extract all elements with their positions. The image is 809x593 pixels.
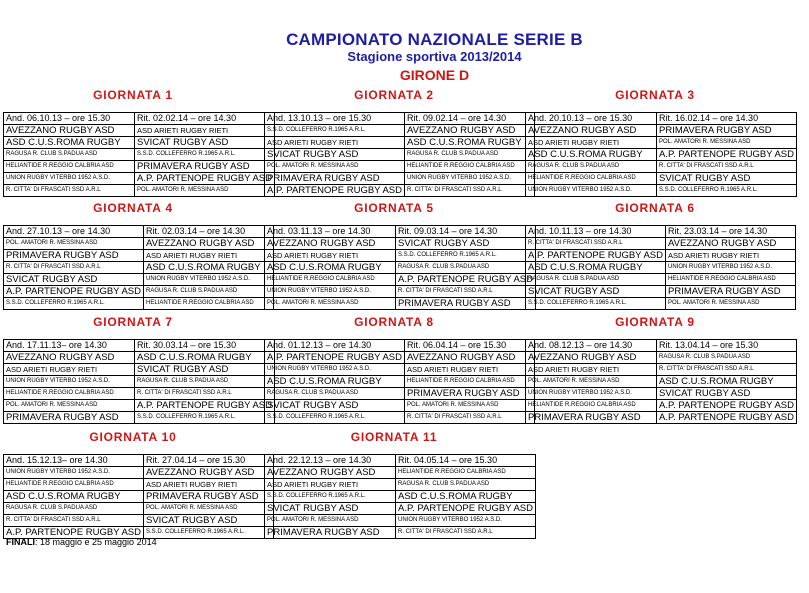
away-team: PRIMAVERA RUGBY ASD — [396, 298, 536, 310]
home-team: S.S.D. COLLEFERRO R.1965 A.R.L. — [265, 491, 396, 503]
andata-date: And. 08.12.13 – ore 14.30 — [526, 340, 657, 352]
date-row — [265, 340, 535, 352]
home-team: R. CITTA' DI FRASCATI SSD A.R.L — [4, 515, 144, 527]
home-team: UNION RUGBY VITERBO 1952 A.S.D. — [4, 173, 135, 185]
home-team: A.P. PARTENOPE RUGBY ASD — [265, 185, 405, 197]
date-row — [265, 226, 536, 238]
match-row — [526, 274, 796, 286]
match-row — [4, 515, 274, 527]
away-team: PRIMAVERA RUGBY ASD — [144, 491, 274, 503]
home-team: ASD ARIETI RUGBY RIETI — [526, 364, 657, 376]
home-team: POL. AMATORI R. MESSINA ASD — [265, 298, 396, 310]
home-team: POL. AMATORI R. MESSINA ASD — [265, 515, 396, 527]
match-row — [4, 286, 274, 298]
away-team: R. CITTA' DI FRASCATI SSD A.R.L — [405, 185, 535, 197]
home-team: HELIANTIDE R.REGGIO CALBRIA ASD — [4, 161, 135, 173]
home-team: ASD C.U.S.ROMA RUGBY — [4, 491, 144, 503]
away-team: HELIANTIDE R.REGGIO CALBRIA ASD — [405, 161, 535, 173]
away-team: POL. AMATORI R. MESSINA ASD — [657, 137, 797, 149]
match-row — [265, 274, 536, 286]
away-team: UNION RUGBY VITERBO 1952 A.S.D. — [666, 262, 796, 274]
giornata-title: GIORNATA 1 — [93, 88, 173, 102]
fixture-table — [525, 225, 796, 310]
match-row — [4, 149, 275, 161]
match-row — [4, 185, 275, 197]
away-team: UNION RUGBY VITERBO 1952 A.S.D. — [396, 515, 536, 527]
home-team: AVEZZANO RUGBY ASD — [4, 352, 135, 364]
away-team: POL. AMATORI R. MESSINA ASD — [135, 185, 275, 197]
away-team: UNION RUGBY VITERBO 1952 A.S.D. — [405, 173, 535, 185]
match-row — [265, 364, 535, 376]
match-row — [526, 400, 797, 412]
match-row — [4, 173, 275, 185]
away-team: HELIANTIDE R.REGGIO CALBRIA ASD — [405, 376, 535, 388]
fixture-table — [3, 225, 274, 310]
fixture-table — [264, 225, 536, 310]
home-team: HELIANTIDE R.REGGIO CALBRIA ASD — [526, 173, 657, 185]
match-row — [265, 185, 535, 197]
home-team: HELIANTIDE R.REGGIO CALBRIA ASD — [4, 388, 135, 400]
match-row — [526, 185, 797, 197]
match-row — [526, 352, 797, 364]
home-team: UNION RUGBY VITERBO 1952 A.S.D. — [4, 467, 144, 479]
away-team: RAGUSA R. CLUB S.PADUA ASD — [396, 262, 536, 274]
away-team: S.S.D. COLLEFERRO R.1965 A.R.L. — [144, 527, 274, 539]
home-team: ASD ARIETI RUGBY RIETI — [265, 250, 396, 262]
giornata-title: GIORNATA 8 — [354, 315, 434, 329]
away-team: SVICAT RUGBY ASD — [144, 515, 274, 527]
away-team: S.S.D. COLLEFERRO R.1965 A.R.L. — [396, 250, 536, 262]
home-team: ASD C.U.S.ROMA RUGBY — [526, 149, 657, 161]
away-team: AVEZZANO RUGBY ASD — [144, 238, 274, 250]
giornata-title: GIORNATA 10 — [89, 430, 177, 444]
match-row — [4, 491, 274, 503]
match-row — [4, 400, 275, 412]
match-row — [265, 125, 535, 137]
away-team: POL. AMATORI R. MESSINA ASD — [666, 298, 796, 310]
home-team: A.P. PARTENOPE RUGBY ASD — [526, 250, 666, 262]
away-team: HELIANTIDE R.REGGIO CALBRIA ASD — [144, 298, 274, 310]
away-team: ASD C.U.S.ROMA RUGBY — [405, 137, 535, 149]
home-team: ASD ARIETI RUGBY RIETI — [265, 137, 405, 149]
andata-date: And. 22.12.13 – ore 14.30 — [265, 455, 396, 467]
match-row — [265, 161, 535, 173]
home-team: ASD C.U.S.ROMA RUGBY — [265, 376, 405, 388]
match-row — [265, 250, 536, 262]
match-row — [265, 400, 535, 412]
home-team: SVICAT RUGBY ASD — [265, 503, 396, 515]
away-team: R. CITTA' DI FRASCATI SSD A.R.L — [135, 388, 275, 400]
away-team: AVEZZANO RUGBY ASD — [405, 352, 535, 364]
home-team: AVEZZANO RUGBY ASD — [526, 125, 657, 137]
match-row — [4, 250, 274, 262]
away-team: ASD ARIETI RUGBY RIETI — [144, 250, 274, 262]
girone-title: GIRONE D — [399, 67, 470, 83]
home-team: PRIMAVERA RUGBY ASD — [265, 527, 396, 539]
date-row — [526, 113, 797, 125]
match-row — [4, 238, 274, 250]
away-team: PRIMAVERA RUGBY ASD — [657, 125, 797, 137]
home-team: PRIMAVERA RUGBY ASD — [265, 173, 405, 185]
home-team: POL. AMATORI R. MESSINA ASD — [526, 376, 657, 388]
home-team: RAGUSA R. CLUB S.PADUA ASD — [4, 503, 144, 515]
giornata-title: GIORNATA 6 — [615, 201, 695, 215]
match-row — [526, 149, 797, 161]
away-team: PRIMAVERA RUGBY ASD — [666, 286, 796, 298]
andata-date: And. 20.10.13 – ore 15.30 — [526, 113, 657, 125]
away-team: ASD ARIETI RUGBY RIETI — [135, 125, 275, 137]
giornata-title: GIORNATA 7 — [93, 315, 173, 329]
ritorno-date: Rit. 09.03.14 – ore 14.30 — [396, 226, 536, 238]
home-team: PRIMAVERA RUGBY ASD — [4, 412, 135, 424]
away-team: A.P. PARTENOPE RUGBY ASD — [396, 503, 536, 515]
home-team: S.S.D. COLLEFERRO R.1965 A.R.L. — [4, 298, 144, 310]
away-team: RAGUSA R. CLUB S.PADUA ASD — [657, 352, 797, 364]
match-row — [265, 298, 536, 310]
match-row — [4, 274, 274, 286]
away-team: ASD C.U.S.ROMA RUGBY — [657, 376, 797, 388]
match-row — [265, 376, 535, 388]
away-team: ASD C.U.S.ROMA RUGBY — [135, 352, 275, 364]
match-row — [4, 298, 274, 310]
home-team: ASD ARIETI RUGBY RIETI — [265, 479, 396, 491]
andata-date: And. 06.10.13 – ore 15.30 — [4, 113, 135, 125]
match-row — [526, 137, 797, 149]
home-team: POL. AMATORI R. MESSINA ASD — [4, 400, 135, 412]
andata-date: And. 03.11.13 – ore 14.30 — [265, 226, 396, 238]
home-team: RAGUSA R. CLUB S.PADUA ASD — [265, 388, 405, 400]
away-team: SVICAT RUGBY ASD — [135, 137, 275, 149]
away-team: R. CITTA' DI FRASCATI SSD A.R.L — [657, 161, 797, 173]
match-row — [526, 412, 797, 424]
match-row — [265, 412, 535, 424]
away-team: PRIMAVERA RUGBY ASD — [405, 388, 535, 400]
home-team: HELIANTIDE R.REGGIO CALBRIA ASD — [265, 274, 396, 286]
match-row — [4, 479, 274, 491]
match-row — [265, 479, 536, 491]
match-row — [526, 376, 797, 388]
match-row — [526, 298, 796, 310]
match-row — [4, 262, 274, 274]
match-row — [265, 527, 536, 539]
away-team: POL. AMATORI R. MESSINA ASD — [144, 503, 274, 515]
home-team: ASD ARIETI RUGBY RIETI — [4, 364, 135, 376]
match-row — [265, 467, 536, 479]
date-row — [4, 113, 275, 125]
home-team: ASD ARIETI RUGBY RIETI — [526, 137, 657, 149]
match-row — [265, 388, 535, 400]
match-row — [4, 412, 275, 424]
home-team: POL. AMATORI R. MESSINA ASD — [4, 238, 144, 250]
away-team: R. CITTA' DI FRASCATI SSD A.R.L — [396, 527, 536, 539]
ritorno-date: Rit. 04.05.14 – ore 15.30 — [396, 455, 536, 467]
away-team: SVICAT RUGBY ASD — [657, 173, 797, 185]
match-row — [4, 364, 275, 376]
ritorno-date: Rit. 06.04.14 – ore 15.30 — [405, 340, 535, 352]
match-row — [526, 250, 796, 262]
home-team: ASD C.U.S.ROMA RUGBY — [265, 262, 396, 274]
match-row — [526, 262, 796, 274]
date-row — [526, 226, 796, 238]
away-team: UNION RUGBY VITERBO 1952 A.S.D. — [144, 274, 274, 286]
fixture-table — [525, 112, 797, 197]
away-team: A.P. PARTENOPE RUGBY ASD — [657, 149, 797, 161]
home-team: UNION RUGBY VITERBO 1952 A.S.D. — [526, 185, 657, 197]
fixture-table — [525, 339, 797, 424]
match-row — [265, 491, 536, 503]
home-team: HELIANTIDE R.REGGIO CALBRIA ASD — [526, 400, 657, 412]
ritorno-date: Rit. 23.03.14 – ore 14.30 — [666, 226, 796, 238]
home-team: R. CITTA' DI FRASCATI SSD A.R.L — [4, 185, 135, 197]
giornata-title: GIORNATA 3 — [615, 88, 695, 102]
home-team: AVEZZANO RUGBY ASD — [265, 467, 396, 479]
ritorno-date: Rit. 13.04.14 – ore 15.30 — [657, 340, 797, 352]
match-row — [4, 388, 275, 400]
home-team: AVEZZANO RUGBY ASD — [4, 125, 135, 137]
andata-date: And. 13.10.13 – ore 15.30 — [265, 113, 405, 125]
match-row — [4, 503, 274, 515]
away-team: SVICAT RUGBY ASD — [657, 388, 797, 400]
home-team: UNION RUGBY VITERBO 1952 A.S.D. — [4, 376, 135, 388]
giornata-title: GIORNATA 9 — [615, 315, 695, 329]
home-team: ASD C.U.S.ROMA RUGBY — [4, 137, 135, 149]
home-team: PRIMAVERA RUGBY ASD — [526, 412, 657, 424]
home-team: HELIANTIDE R.REGGIO CALBRIA ASD — [4, 479, 144, 491]
home-team: SVICAT RUGBY ASD — [526, 286, 666, 298]
date-row — [265, 455, 536, 467]
date-row — [526, 340, 797, 352]
fixture-table — [264, 112, 535, 197]
away-team: A.P. PARTENOPE RUGBY ASD — [135, 400, 275, 412]
andata-date: And. 10.11.13 – ore 14.30 — [526, 226, 666, 238]
away-team: S.S.D. COLLEFERRO R.1965 A.R.L. — [135, 412, 275, 424]
away-team: RAGUSA R. CLUB S.PADUA ASD — [396, 479, 536, 491]
match-row — [526, 388, 797, 400]
away-team: R. CITTA' DI FRASCATI SSD A.R.L — [405, 412, 535, 424]
match-row — [526, 173, 797, 185]
home-team: UNION RUGBY VITERBO 1952 A.S.D. — [526, 388, 657, 400]
match-row — [265, 149, 535, 161]
fixture-table — [3, 339, 275, 424]
match-row — [265, 352, 535, 364]
date-row — [4, 340, 275, 352]
ritorno-date: Rit. 27.04.14 – ore 15.30 — [144, 455, 274, 467]
fixture-table — [3, 454, 274, 539]
away-team: AVEZZANO RUGBY ASD — [666, 238, 796, 250]
home-team: S.S.D. COLLEFERRO R.1965 A.R.L. — [265, 125, 405, 137]
away-team: ASD ARIETI RUGBY RIETI — [144, 479, 274, 491]
home-team: AVEZZANO RUGBY ASD — [265, 238, 396, 250]
home-team: R. CITTA' DI FRASCATI SSD A.R.L — [4, 262, 144, 274]
home-team: RAGUSA R. CLUB S.PADUA ASD — [526, 161, 657, 173]
ritorno-date: Rit. 16.02.14 – ore 14.30 — [657, 113, 797, 125]
finali-dates: : 18 maggio e 25 maggio 2014 — [35, 537, 157, 547]
away-team: HELIANTIDE R.REGGIO CALBRIA ASD — [666, 274, 796, 286]
home-team: AVEZZANO RUGBY ASD — [526, 352, 657, 364]
giornata-title: GIORNATA 4 — [93, 201, 173, 215]
away-team: S.S.D. COLLEFERRO R.1965 A.R.L. — [657, 185, 797, 197]
away-team: PRIMAVERA RUGBY ASD — [135, 161, 275, 173]
home-team: SVICAT RUGBY ASD — [265, 149, 405, 161]
away-team: ASD C.U.S.ROMA RUGBY — [144, 262, 274, 274]
away-team: AVEZZANO RUGBY ASD — [405, 125, 535, 137]
match-row — [526, 238, 796, 250]
away-team: AVEZZANO RUGBY ASD — [144, 467, 274, 479]
match-row — [265, 238, 536, 250]
away-team: A.P. PARTENOPE RUGBY ASD — [135, 173, 275, 185]
away-team: ASD ARIETI RUGBY RIETI — [666, 250, 796, 262]
away-team: A.P. PARTENOPE RUGBY ASD — [396, 274, 536, 286]
home-team: POL. AMATORI R. MESSINA ASD — [265, 161, 405, 173]
away-team: A.P. PARTENOPE RUGBY ASD — [657, 412, 797, 424]
home-team: UNION RUGBY VITERBO 1952 A.S.D. — [265, 364, 405, 376]
match-row — [526, 161, 797, 173]
finali-note — [6, 537, 157, 547]
ritorno-date: Rit. 09.02.14 – ore 14.30 — [405, 113, 535, 125]
ritorno-date: Rit. 02.02.14 – ore 14.30 — [135, 113, 275, 125]
home-team: S.S.D. COLLEFERRO R.1965 A.R.L. — [265, 412, 405, 424]
away-team: A.P. PARTENOPE RUGBY ASD — [657, 400, 797, 412]
fixture-table — [264, 454, 536, 539]
andata-date: And. 01.12.13 – ore 14.30 — [265, 340, 405, 352]
date-row — [4, 226, 274, 238]
home-team: A.P. PARTENOPE RUGBY ASD — [4, 286, 144, 298]
away-team: SVICAT RUGBY ASD — [396, 238, 536, 250]
away-team: R. CITTA' DI FRASCATI SSD A.R.L — [657, 364, 797, 376]
home-team: PRIMAVERA RUGBY ASD — [4, 250, 144, 262]
match-row — [265, 262, 536, 274]
away-team: RAGUSA R. CLUB S.PADUA ASD — [405, 149, 535, 161]
andata-date: And. 15.12.13– ore 14.30 — [4, 455, 144, 467]
home-team: SVICAT RUGBY ASD — [265, 400, 405, 412]
match-row — [265, 286, 536, 298]
away-team: SVICAT RUGBY ASD — [135, 364, 275, 376]
away-team: HELIANTIDE R.REGGIO CALBRIA ASD — [396, 467, 536, 479]
away-team: ASD C.U.S.ROMA RUGBY — [396, 491, 536, 503]
match-row — [4, 376, 275, 388]
date-row — [265, 113, 535, 125]
home-team: SVICAT RUGBY ASD — [4, 274, 144, 286]
ritorno-date: Rit. 02.03.14 – ore 14.30 — [144, 226, 274, 238]
fixture-table — [264, 339, 535, 424]
away-team: POL. AMATORI R. MESSINA ASD — [405, 400, 535, 412]
andata-date: And. 27.10.13 – ore 14.30 — [4, 226, 144, 238]
away-team: RAGUSA R. CLUB S.PADUA ASD — [135, 376, 275, 388]
season-subtitle: Stagione sportiva 2013/2014 — [347, 49, 522, 64]
away-team: R. CITTA' DI FRASCATI SSD A.R.L — [396, 286, 536, 298]
giornata-title: GIORNATA 11 — [350, 430, 438, 444]
match-row — [4, 467, 274, 479]
andata-date: And. 17.11.13– ore 14.30 — [4, 340, 135, 352]
away-team: RAGUSA R. CLUB S.PADUA ASD — [144, 286, 274, 298]
fixture-table — [3, 112, 275, 197]
page-title: CAMPIONATO NAZIONALE SERIE B — [286, 30, 583, 49]
home-team: RAGUSA R. CLUB S.PADUA ASD — [4, 149, 135, 161]
match-row — [265, 515, 536, 527]
match-row — [526, 286, 796, 298]
giornata-title: GIORNATA 2 — [354, 88, 434, 102]
away-team: ASD ARIETI RUGBY RIETI — [405, 364, 535, 376]
home-team: R. CITTA' DI FRASCATI SSD A.R.L — [526, 238, 666, 250]
match-row — [265, 137, 535, 149]
match-row — [265, 173, 535, 185]
match-row — [265, 503, 536, 515]
match-row — [4, 352, 275, 364]
match-row — [4, 161, 275, 173]
away-team: S.S.D. COLLEFERRO R.1965 A.R.L. — [135, 149, 275, 161]
finali-label: FINALI — [6, 537, 35, 547]
match-row — [4, 137, 275, 149]
home-team: UNION RUGBY VITERBO 1952 A.S.D. — [265, 286, 396, 298]
home-team: RAGUSA R. CLUB S.PADUA ASD — [526, 274, 666, 286]
date-row — [4, 455, 274, 467]
home-team: S.S.D. COLLEFERRO R.1965 A.R.L. — [526, 298, 666, 310]
match-row — [526, 125, 797, 137]
home-team: A.P. PARTENOPE RUGBY ASD — [265, 352, 405, 364]
home-team: A.P. PARTENOPE RUGBY ASD — [4, 527, 144, 539]
ritorno-date: Rit. 30.03.14 – ore 15.30 — [135, 340, 275, 352]
match-row — [4, 125, 275, 137]
match-row — [526, 364, 797, 376]
giornata-title: GIORNATA 5 — [354, 201, 434, 215]
home-team: ASD C.U.S.ROMA RUGBY — [526, 262, 666, 274]
